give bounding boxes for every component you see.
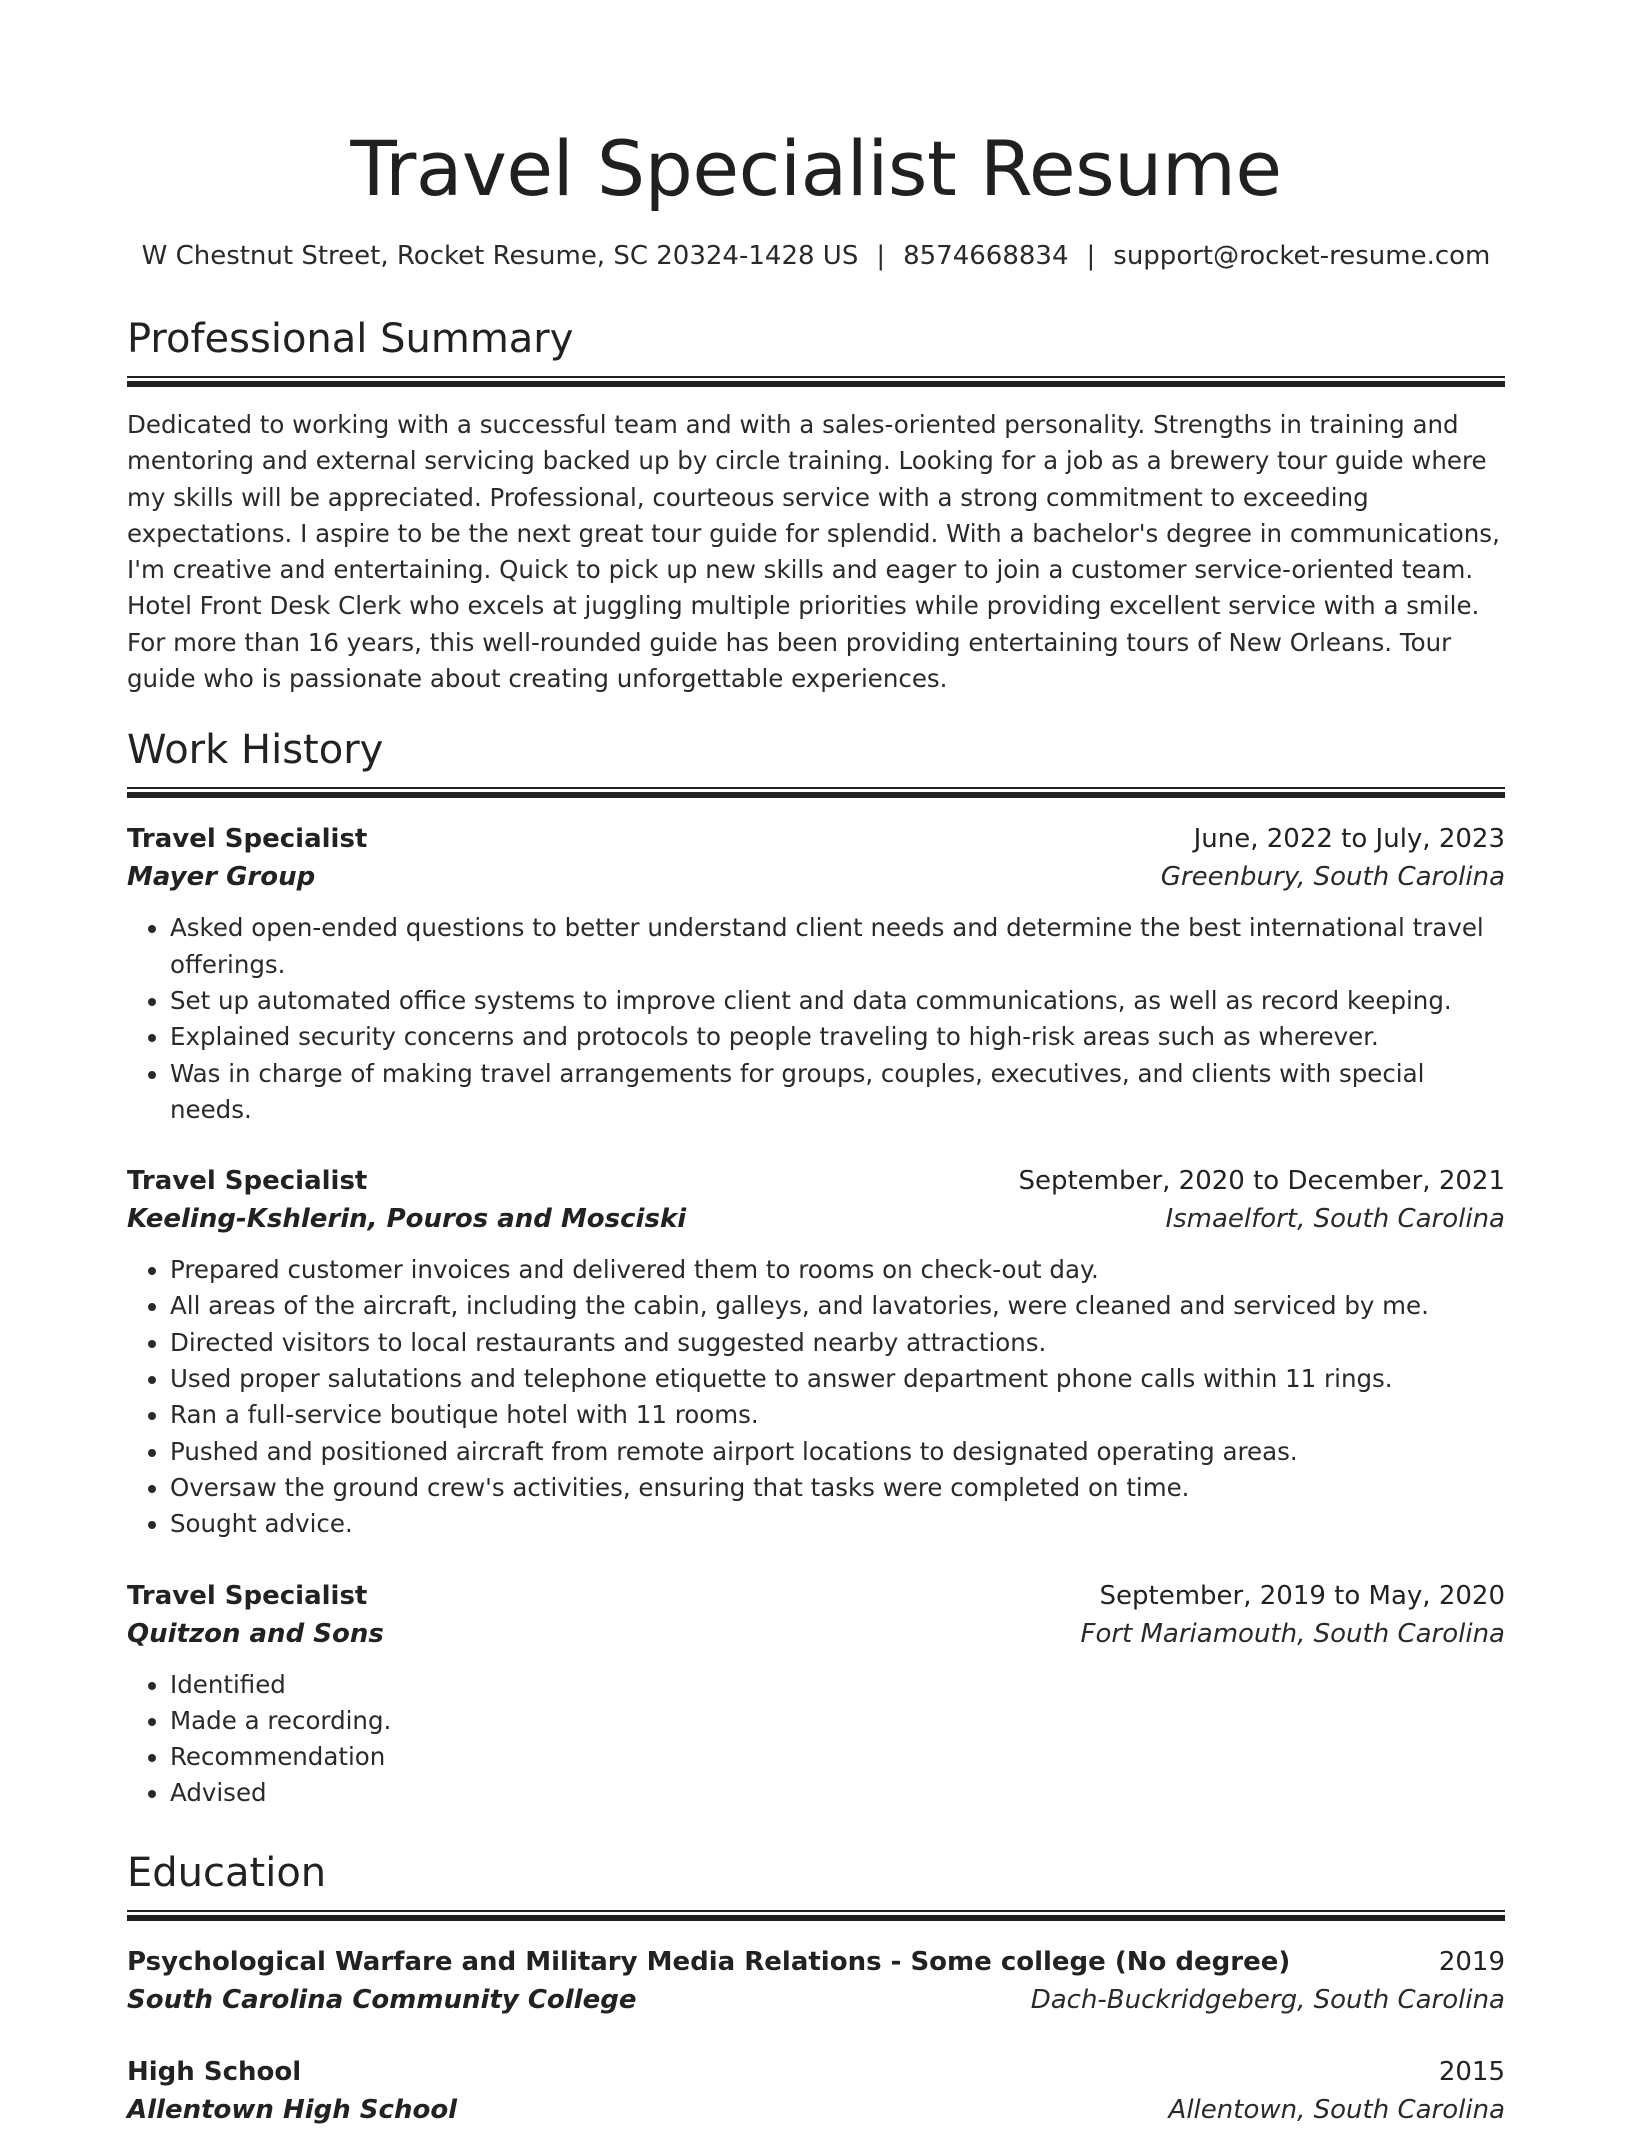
resume-title: Travel Specialist Resume (350, 124, 1282, 213)
job-dates: June, 2022 to July, 2023 (1193, 824, 1505, 855)
job-bullet: • Directed visitors to local restaurants and suggested nearby attractions. (170, 1325, 1505, 1361)
job-company: Quitzon and Sons (127, 1618, 384, 1649)
job-bullet: • Sought advice. (170, 1506, 1505, 1542)
job-header-row (127, 820, 1505, 858)
job-title: Travel Specialist (127, 1166, 368, 1197)
education-school-row (127, 2091, 1505, 2129)
section-divider (127, 376, 1505, 387)
job-dates: September, 2020 to December, 2021 (1018, 1166, 1505, 1197)
section-heading: Education (127, 1849, 327, 1896)
work-history-section (127, 725, 1505, 1811)
education-degree: High School (127, 2056, 302, 2087)
summary-text: Dedicated to working with a successful team and with a sales-oriented personality. Strengths in training and mentoring and external servicing backed up by circle training. Looking for a job as a brewery tour guide where my skills will be appreciated. Professional, courteous service with a strong commitment to exceeding expectations. I aspire to be the next great tour guide for splendid. With a bachelor's degree in communications, I'm creative and entertaining. Quick to pick up new skills and eager to join a customer service-oriented team. Hotel Front Desk Clerk who excels at juggling multiple priorities while providing excellent service with a smile. For more than 16 years, this well-rounded guide has been providing entertaining tours of New Orleans. Tour guide who is passionate about creating unforgettable experiences. (127, 410, 1500, 694)
job-bullet: • Ran a full-service boutique hotel with 11 rooms. (170, 1397, 1505, 1433)
job-bullet: • Prepared customer invoices and delivered them to rooms on check-out day. (170, 1252, 1505, 1288)
section-divider (127, 1910, 1505, 1921)
contact-separator: | (876, 241, 886, 271)
job-entry (127, 1577, 1505, 1812)
job-bullet: • Set up automated office systems to improve client and data communications, as well as record keeping. (170, 983, 1505, 1019)
education-location: Dach-Buckridgeberg, South Carolina (1030, 1984, 1505, 2015)
contact-email: support@rocket-resume.com (1113, 241, 1491, 271)
contact-separator: | (1086, 241, 1096, 271)
job-company: Keeling-Kshlerin, Pouros and Mosciski (127, 1204, 687, 1235)
education-location: Allentown, South Carolina (1168, 2094, 1505, 2125)
job-bullet: • Recommendation (170, 1739, 1505, 1775)
job-company: Mayer Group (127, 862, 316, 893)
job-bullet: • Explained security concerns and protocols to people traveling to high-risk areas such as wherever. (170, 1019, 1505, 1055)
education-school-row (127, 1981, 1505, 2019)
job-bullet: • Used proper salutations and telephone etiquette to answer department phone calls within 11 rings. (170, 1361, 1505, 1397)
job-company-row (127, 1200, 1505, 1238)
section-heading: Work History (127, 727, 384, 774)
section-divider (127, 787, 1505, 798)
job-bullet: • Advised (170, 1775, 1505, 1811)
job-entry (127, 1162, 1505, 1542)
job-bullets (127, 1252, 1505, 1542)
job-header-row (127, 1577, 1505, 1615)
education-school: Allentown High School (127, 2094, 458, 2125)
section-heading: Professional Summary (127, 316, 574, 362)
job-location: Fort Mariamouth, South Carolina (1080, 1618, 1505, 1649)
contact-address: W Chestnut Street, Rocket Resume, SC 20324-1428 US (141, 241, 859, 271)
education-entry (127, 1943, 1505, 2019)
job-entry (127, 820, 1505, 1128)
education-school: South Carolina Community College (127, 1984, 637, 2015)
job-dates: September, 2019 to May, 2020 (1099, 1580, 1505, 1611)
education-year: 2015 (1438, 2056, 1505, 2087)
job-location: Greenbury, South Carolina (1160, 862, 1505, 893)
job-bullet: • Oversaw the ground crew's activities, ensuring that tasks were completed on time. (170, 1470, 1505, 1506)
job-location: Ismaelfort, South Carolina (1165, 1204, 1505, 1235)
job-company-row (127, 1615, 1505, 1653)
job-company-row (127, 858, 1505, 896)
job-title: Travel Specialist (127, 1580, 368, 1611)
job-bullet: • Made a recording. (170, 1703, 1505, 1739)
contact-phone: 8574668834 (903, 241, 1069, 271)
job-bullet: • Identified (170, 1667, 1505, 1703)
education-year: 2019 (1438, 1946, 1505, 1977)
job-bullets (127, 1667, 1505, 1812)
job-title: Travel Specialist (127, 824, 368, 855)
education-section (127, 1848, 1505, 2129)
education-header-row (127, 2053, 1505, 2091)
contact-line (127, 238, 1505, 274)
job-bullet: • Asked open-ended questions to better understand client needs and determine the best international travel offerings. (170, 910, 1505, 983)
job-header-row (127, 1162, 1505, 1200)
education-degree: Psychological Warfare and Military Media Relations - Some college (No degree) (127, 1946, 1291, 1977)
job-bullet: • Pushed and positioned aircraft from remote airport locations to designated operating areas. (170, 1434, 1505, 1470)
education-header-row (127, 1943, 1505, 1981)
education-entry (127, 2053, 1505, 2129)
job-bullets (127, 910, 1505, 1128)
job-bullet: • Was in charge of making travel arrangements for groups, couples, executives, and clients with special needs. (170, 1056, 1505, 1129)
job-bullet: • All areas of the aircraft, including the cabin, galleys, and lavatories, were cleaned and serviced by me. (170, 1288, 1505, 1324)
professional-summary-section (127, 314, 1505, 697)
